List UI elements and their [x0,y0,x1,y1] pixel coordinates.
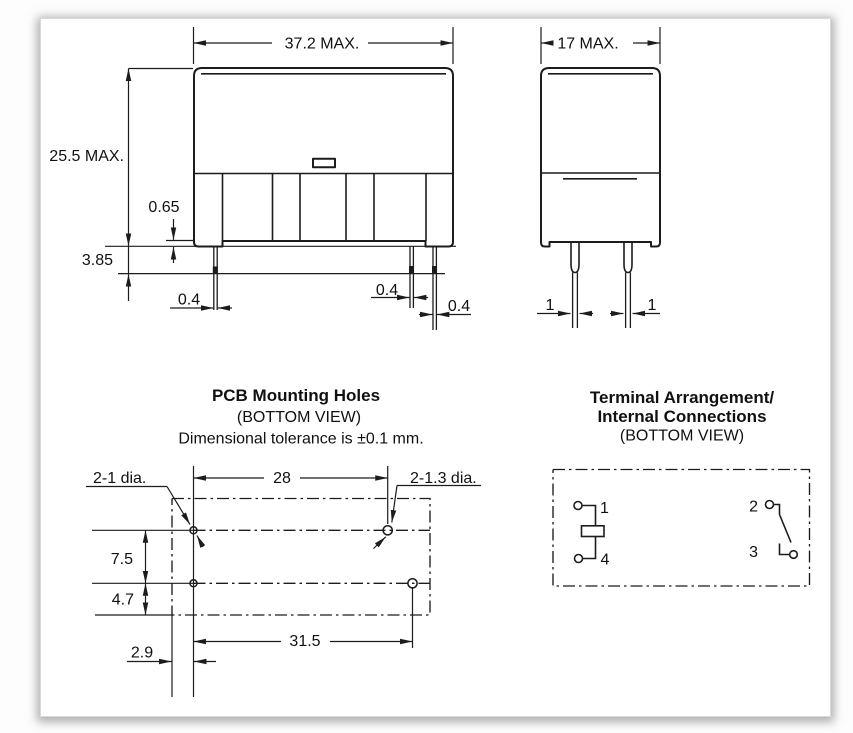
dim-label-pin-width-2: 0.4 [375,282,399,299]
pcb-footprint-outline [172,499,430,616]
terminal-title-line2: Internal Connections [597,407,767,426]
contact-terminal-2-circle [766,501,774,509]
terminal-number-3: 3 [749,544,758,561]
pcb-mounting-holes-view [86,386,481,697]
dim-label-front-width: 37.2 MAX. [284,35,360,53]
pcb-hole-row-centerlines [194,530,431,583]
contact-terminal-3-circle [790,551,798,559]
terminal-subtitle: (BOTTOM VIEW) [619,427,745,445]
dim-label-hole-span-bottom: 31.5 [289,633,321,650]
dim-label-side-pin-2: 1 [647,297,657,314]
dim-label-edge-offset: 2.9 [130,644,154,662]
pcb-row-spacing-dimensions [111,530,146,615]
dim-label-front-standoff: 0.65 [148,199,180,216]
dim-label-pin-width-3: 0.4 [447,298,471,315]
dim-label-side-width: 17 MAX. [557,35,619,53]
relay-front-label-window [313,159,335,167]
relay-side-body-outline [541,68,660,247]
terminal-number-2: 2 [749,498,758,516]
dim-label-front-seating: 3.85 [81,252,113,269]
front-height-dimension [49,69,193,247]
dim-label-row-spacing: 7.5 [110,551,133,568]
contact-symbol [749,499,797,562]
terminal-title-line1: Terminal Arrangement/ [589,388,775,407]
terminal-arrangement-view [553,388,810,586]
pcb-small-hole-callout [86,470,203,547]
label-large-holes: 2-1.3 dia. [410,470,477,487]
label-small-holes: 2-1 dia. [93,470,147,487]
terminal-number-1: 1 [600,500,609,517]
terminal-outline-box [553,470,810,587]
terminal-number-4: 4 [600,551,610,569]
front-standoff-dimension [148,199,194,263]
pcb-subtitle: (BOTTOM VIEW) [236,409,362,426]
front-seating-dimension [82,246,456,301]
pcb-tolerance-note: Dimensional tolerance is ±0.1 mm. [178,430,424,448]
front-pin-width-dimensions [170,282,471,315]
relay-side-view [537,27,660,328]
relay-front-view [49,27,471,330]
pcb-title: PCB Mounting Holes [211,386,381,405]
relay-side-pins [571,242,632,328]
dim-label-pin-width-1: 0.4 [177,291,201,309]
dim-label-hole-span-top: 28 [273,470,291,487]
dim-label-bottom-row-offset: 4.7 [111,591,134,609]
coil-box [582,526,605,537]
relay-front-body-outline [194,68,453,247]
contact-blade [780,515,792,543]
pcb-row-extension-lines [92,530,194,615]
side-width-dimension [541,27,660,64]
pcb-large-hole-callout [374,470,482,549]
relay-front-segment-lines [223,174,427,242]
coil-terminal-4-circle [575,555,583,563]
coil-symbol [574,500,610,569]
dim-label-side-pin-1: 1 [545,297,555,314]
pcb-top-span-dimension [194,470,388,487]
dim-label-front-height: 25.5 MAX. [49,148,124,165]
front-width-dimension [194,27,454,64]
side-pin-width-dimensions [537,297,660,314]
relay-front-pins [213,247,437,331]
pcb-bottom-span-dimension [194,633,413,650]
coil-terminal-1-circle [574,502,582,510]
